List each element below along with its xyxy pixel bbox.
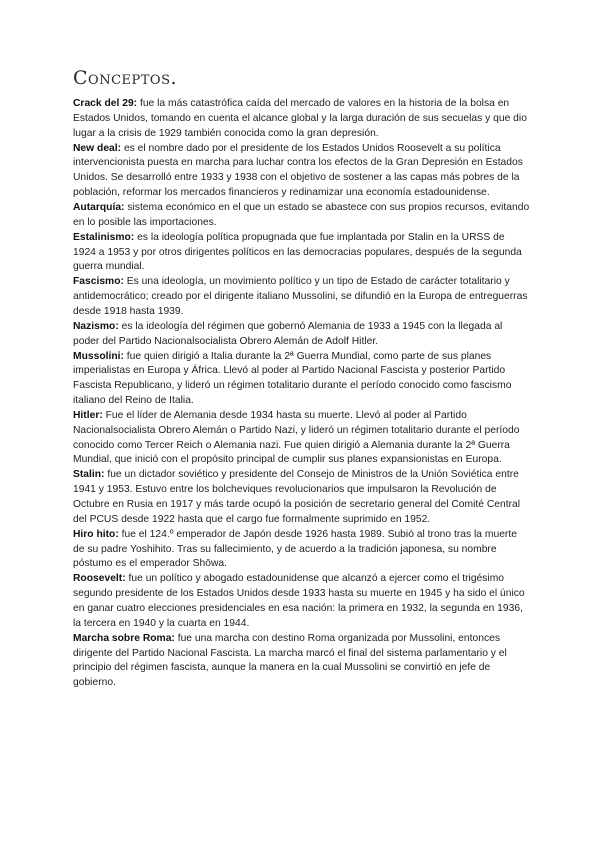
concept-item bbox=[73, 97, 530, 141]
concept-definition: fue el 124.º emperador de Japón desde 1926 hasta 1989. Subió al trono tras la muerte de su padre Yoshihito. Tras su fallecimiento, y de acuerdo a la tradición japonesa, su nombre póstumo es el emperador Shōwa. bbox=[73, 528, 517, 570]
concept-item bbox=[73, 468, 530, 527]
concept-term: Hitler: bbox=[73, 410, 103, 422]
concept-term: Marcha sobre Roma: bbox=[73, 632, 175, 644]
concept-term: Hiro hito: bbox=[73, 528, 119, 540]
concept-term: Roosevelt: bbox=[73, 573, 126, 585]
concept-definition: fue un político y abogado estadounidense que alcanzó a ejercer como el trigésimo segundo presidente de los Estados Unidos desde 1933 hasta su muerte en 1945 y ha sido el único en ganar cuatro elecciones presidenciales en esa nación: la primera en 1932, la segunda en 1936, la tercera en 1940 y la cuarta en 1944. bbox=[73, 573, 525, 629]
concept-list bbox=[73, 97, 530, 691]
concept-term: New deal: bbox=[73, 142, 122, 154]
concept-definition: fue quien dirigió a Italia durante la 2ª Guerra Mundial, como parte de sus planes imperialistas en Europa y África. Llevó al poder al Partido Nacional Fascista y posterior Partido Fascista Republicano, y lideró un régimen totalitario durante el período conocido como fascismo italiano del Reino de Italia. bbox=[73, 350, 512, 407]
concept-item bbox=[73, 320, 530, 350]
concept-definition: es el nombre dado por el presidente de los Estados Unidos Roosevelt a su política intervencionista puesta en marcha para luchar contra los efectos de la Gran Depresión en Estados Unidos. Se desarrolló entre 1933 y 1938 con el objetivo de sostener a las capas más pobres de la población, reformar los mercados financieros y redinamizar una economía estadounidense. bbox=[73, 142, 523, 198]
concept-item bbox=[73, 142, 530, 201]
concept-definition: fue la más catastrófica caída del mercado de valores en la historia de la bolsa en Estados Unidos, tomando en cuenta el alcance global y la larga duración de sus secuelas y que dio lugar a la crisis de 1929 también conocida como la gran depresión. bbox=[73, 98, 527, 139]
concept-definition: es la ideología del régimen que gobernó Alemania de 1933 a 1945 con la llegada al poder del Partido Nacionalsocialista Obrero Alemán de Adolf Hitler. bbox=[73, 320, 503, 347]
concept-definition: fue un dictador soviético y presidente del Consejo de Ministros de la Unión Soviética entre 1941 y 1953. Estuvo entre los bolcheviques revolucionarios que impulsaron la Revolución de Octubre en Rusia en 1917 y más tarde ocupó la posición de secretario general del Comité Central del PCUS desde 1922 hasta que el cargo fue formalmente suprimido en 1952. bbox=[73, 469, 521, 525]
concept-term: Stalin: bbox=[73, 469, 105, 481]
concept-term: Autarquía: bbox=[73, 201, 125, 213]
concept-item bbox=[73, 201, 530, 231]
concept-definition: es la ideología política propugnada que fue implantada por Stalin en la URSS de 1924 a 1953 y por otros dirigentes políticos en las democracias populares, después de la segunda guerra mundial. bbox=[73, 231, 522, 273]
concept-term: Fascismo: bbox=[73, 276, 124, 288]
concept-item bbox=[73, 528, 530, 572]
concept-item bbox=[73, 572, 530, 631]
concept-definition: fue una marcha con destino Roma organizada por Mussolini, entonces dirigente del Partido Nacional Fascista. La marcha marcó el final del sistema parlamentario y el principio del régimen fascista, aunque la manera en la cual Mussolini se convirtió en jefe de gobierno. bbox=[73, 632, 507, 689]
concept-definition: sistema económico en el que un estado se abastece con sus propios recursos, evitando en lo posible las importaciones. bbox=[73, 201, 530, 228]
concept-definition: Es una ideología, un movimiento político y un tipo de Estado de carácter totalitario y antidemocrático; creado por el dirigente italiano Mussolini, se difundió en la Europa de entreguerras desde 1918 hasta 1939. bbox=[73, 276, 528, 317]
concept-term: Crack del 29: bbox=[73, 98, 138, 109]
concept-term: Mussolini: bbox=[73, 350, 124, 362]
concept-item bbox=[73, 275, 530, 319]
concept-item bbox=[73, 350, 530, 409]
concept-item bbox=[73, 231, 530, 275]
page-title: Conceptos. bbox=[73, 67, 178, 89]
concept-term: Nazismo: bbox=[73, 320, 119, 332]
concept-term: Estalinismo: bbox=[73, 231, 135, 243]
concept-item bbox=[73, 632, 530, 691]
concept-definition: Fue el líder de Alemania desde 1934 hasta su muerte. Llevó al poder al Partido Nacionalsocialista Obrero Alemán o Partido Nazi, y lideró un régimen totalitario durante el período conocido como Tercer Reich o Alemania nazi. Fue quien dirigió a Alemania durante la 2ª Guerra Mundial, que inició con el propósito principal de cumplir sus planes expansionistas en Europa. bbox=[73, 410, 520, 466]
concept-item bbox=[73, 409, 530, 468]
